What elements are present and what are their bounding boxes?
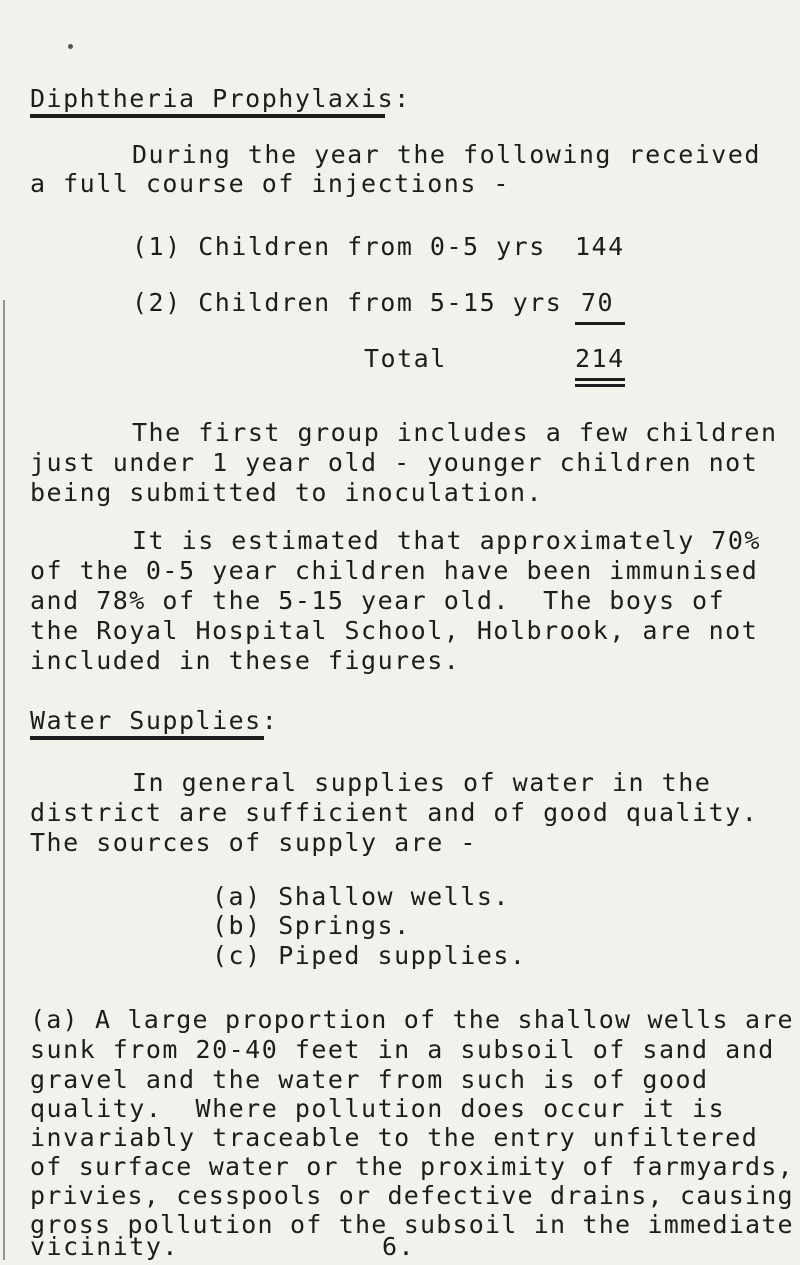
row-2-label: (2) Children from 5-15 yrs [132, 288, 563, 317]
para3-line5: included in these figures. [30, 646, 461, 675]
row-1-label: (1) Children from 0-5 yrs [132, 232, 546, 261]
total-rule-top [575, 378, 625, 381]
source-b: (b) Springs. [212, 911, 411, 940]
total-value: 214 [575, 344, 625, 373]
para4-line1: In general supplies of water in the [132, 768, 712, 797]
heading-water-supplies: Water Supplies: [30, 706, 279, 735]
para3-line3: and 78% of the 5-15 year old. The boys of [30, 586, 726, 615]
para5-line3: gravel and the water from such is of good [30, 1065, 709, 1094]
scan-margin-line [3, 300, 5, 1260]
para1-line1: During the year the following received [132, 140, 761, 169]
para5-line9: vicinity. [30, 1232, 179, 1261]
para5-line6: of surface water or the proximity of farmyards, [30, 1152, 794, 1181]
source-c: (c) Piped supplies. [212, 941, 527, 970]
scan-speck [68, 44, 73, 49]
para2-line2: just under 1 year old - younger children not [30, 448, 759, 477]
para5-line4: quality. Where pollution does occur it is [30, 1094, 726, 1123]
para2-line3: being submitted to inoculation. [30, 478, 544, 507]
para5-line7: privies, cesspools or defective drains, causing [30, 1181, 794, 1210]
para5-line8: gross pollution of the subsoil in the immediate [30, 1210, 794, 1239]
para2-line1: The first group includes a few children [132, 418, 778, 447]
para3-line4: the Royal Hospital School, Holbrook, are not [30, 616, 759, 645]
source-a: (a) Shallow wells. [212, 882, 510, 911]
total-label: Total [364, 344, 447, 373]
para4-line3: The sources of supply are - [30, 828, 477, 857]
heading-underline [30, 114, 385, 118]
para5-line1: (a) A large proportion of the shallow wells are [30, 1005, 794, 1034]
para4-line2: district are sufficient and of good quality. [30, 798, 759, 827]
page-number: 6. [382, 1232, 416, 1261]
row-2-value: 70 [581, 288, 615, 317]
para3-line1: It is estimated that approximately 70% [132, 526, 761, 555]
para1-line2: a full course of injections - [30, 169, 510, 198]
heading-diphtheria: Diphtheria Prophylaxis: [30, 84, 411, 113]
total-rule-bottom [575, 384, 625, 387]
row-1-value: 144 [575, 232, 625, 261]
para5-line5: invariably traceable to the entry unfiltered [30, 1123, 759, 1152]
heading-underline [30, 736, 264, 740]
para5-line2: sunk from 20-40 feet in a subsoil of sand and [30, 1035, 775, 1064]
sum-rule [575, 322, 625, 325]
para3-line2: of the 0-5 year children have been immunised [30, 556, 759, 585]
